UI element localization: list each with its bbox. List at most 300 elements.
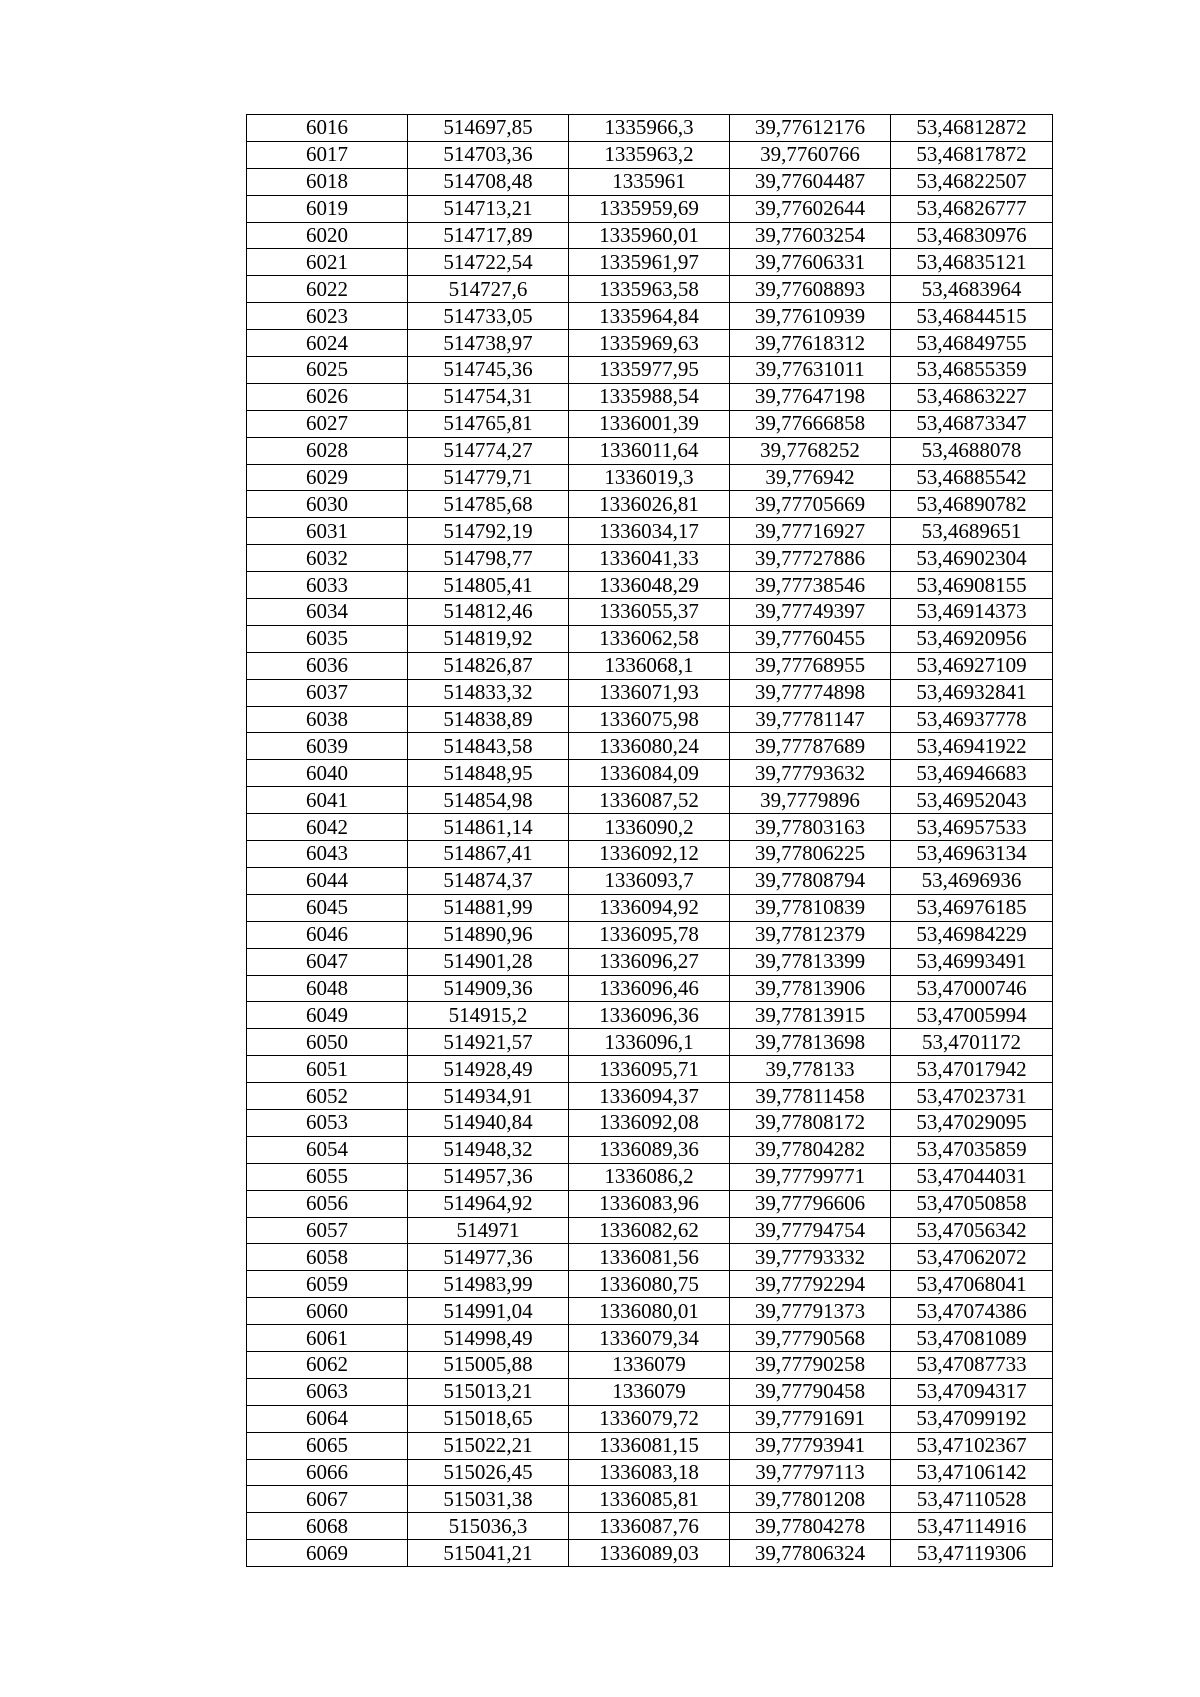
point-number-cell: 6021 <box>247 249 408 276</box>
x-coordinate-cell: 514881,99 <box>408 894 569 921</box>
longitude-cell: 53,46826777 <box>891 195 1053 222</box>
x-coordinate-cell: 514915,2 <box>408 1002 569 1029</box>
latitude-cell: 39,77811458 <box>730 1083 891 1110</box>
point-number-cell: 6065 <box>247 1432 408 1459</box>
point-number-cell: 6033 <box>247 572 408 599</box>
latitude-cell: 39,77801208 <box>730 1486 891 1513</box>
x-coordinate-cell: 514843,58 <box>408 733 569 760</box>
x-coordinate-cell: 514948,32 <box>408 1136 569 1163</box>
latitude-cell: 39,77804282 <box>730 1136 891 1163</box>
point-number-cell: 6029 <box>247 464 408 491</box>
y-coordinate-cell: 1336096,1 <box>569 1029 730 1056</box>
longitude-cell: 53,47110528 <box>891 1486 1053 1513</box>
longitude-cell: 53,46941922 <box>891 733 1053 760</box>
x-coordinate-cell: 514708,48 <box>408 168 569 195</box>
point-number-cell: 6030 <box>247 491 408 518</box>
latitude-cell: 39,77792294 <box>730 1271 891 1298</box>
point-number-cell: 6022 <box>247 276 408 303</box>
y-coordinate-cell: 1336079,34 <box>569 1325 730 1352</box>
y-coordinate-cell: 1335960,01 <box>569 222 730 249</box>
point-number-cell: 6026 <box>247 383 408 410</box>
longitude-cell: 53,46844515 <box>891 303 1053 330</box>
latitude-cell: 39,7779896 <box>730 787 891 814</box>
table-row <box>247 1271 1053 1298</box>
table-row <box>247 141 1053 168</box>
longitude-cell: 53,47102367 <box>891 1432 1053 1459</box>
y-coordinate-cell: 1336048,29 <box>569 572 730 599</box>
longitude-cell: 53,46984229 <box>891 921 1053 948</box>
latitude-cell: 39,77666858 <box>730 410 891 437</box>
table-row <box>247 894 1053 921</box>
point-number-cell: 6064 <box>247 1405 408 1432</box>
y-coordinate-cell: 1336093,7 <box>569 867 730 894</box>
x-coordinate-cell: 514819,92 <box>408 625 569 652</box>
x-coordinate-cell: 515018,65 <box>408 1405 569 1432</box>
point-number-cell: 6057 <box>247 1217 408 1244</box>
latitude-cell: 39,77610939 <box>730 303 891 330</box>
x-coordinate-cell: 514934,91 <box>408 1083 569 1110</box>
longitude-cell: 53,46927109 <box>891 652 1053 679</box>
x-coordinate-cell: 515026,45 <box>408 1459 569 1486</box>
point-number-cell: 6041 <box>247 787 408 814</box>
point-number-cell: 6032 <box>247 545 408 572</box>
longitude-cell: 53,47044031 <box>891 1163 1053 1190</box>
longitude-cell: 53,46873347 <box>891 410 1053 437</box>
x-coordinate-cell: 514901,28 <box>408 948 569 975</box>
x-coordinate-cell: 514998,49 <box>408 1325 569 1352</box>
table-row <box>247 599 1053 626</box>
x-coordinate-cell: 514798,77 <box>408 545 569 572</box>
x-coordinate-cell: 515031,38 <box>408 1486 569 1513</box>
table-row <box>247 1513 1053 1540</box>
latitude-cell: 39,77806324 <box>730 1540 891 1567</box>
latitude-cell: 39,7768252 <box>730 437 891 464</box>
latitude-cell: 39,77790458 <box>730 1378 891 1405</box>
y-coordinate-cell: 1336080,01 <box>569 1298 730 1325</box>
point-number-cell: 6018 <box>247 168 408 195</box>
longitude-cell: 53,47119306 <box>891 1540 1053 1567</box>
table-row <box>247 545 1053 572</box>
y-coordinate-cell: 1335959,69 <box>569 195 730 222</box>
longitude-cell: 53,47074386 <box>891 1298 1053 1325</box>
table-row <box>247 1029 1053 1056</box>
x-coordinate-cell: 515013,21 <box>408 1378 569 1405</box>
y-coordinate-cell: 1336083,96 <box>569 1190 730 1217</box>
point-number-cell: 6025 <box>247 357 408 384</box>
point-number-cell: 6036 <box>247 652 408 679</box>
latitude-cell: 39,77606331 <box>730 249 891 276</box>
table-row <box>247 1190 1053 1217</box>
point-number-cell: 6045 <box>247 894 408 921</box>
y-coordinate-cell: 1336081,15 <box>569 1432 730 1459</box>
y-coordinate-cell: 1336055,37 <box>569 599 730 626</box>
x-coordinate-cell: 514754,31 <box>408 383 569 410</box>
y-coordinate-cell: 1336075,98 <box>569 706 730 733</box>
point-number-cell: 6063 <box>247 1378 408 1405</box>
latitude-cell: 39,77799771 <box>730 1163 891 1190</box>
latitude-cell: 39,77813698 <box>730 1029 891 1056</box>
point-number-cell: 6067 <box>247 1486 408 1513</box>
table-row <box>247 921 1053 948</box>
x-coordinate-cell: 514890,96 <box>408 921 569 948</box>
table-row <box>247 437 1053 464</box>
table-row <box>247 1405 1053 1432</box>
point-number-cell: 6034 <box>247 599 408 626</box>
table-row <box>247 867 1053 894</box>
point-number-cell: 6061 <box>247 1325 408 1352</box>
table-row <box>247 1109 1053 1136</box>
latitude-cell: 39,77794754 <box>730 1217 891 1244</box>
longitude-cell: 53,46963134 <box>891 841 1053 868</box>
x-coordinate-cell: 515022,21 <box>408 1432 569 1459</box>
y-coordinate-cell: 1336081,56 <box>569 1244 730 1271</box>
x-coordinate-cell: 514848,95 <box>408 760 569 787</box>
latitude-cell: 39,77760455 <box>730 625 891 652</box>
longitude-cell: 53,47062072 <box>891 1244 1053 1271</box>
point-number-cell: 6016 <box>247 115 408 142</box>
x-coordinate-cell: 515036,3 <box>408 1513 569 1540</box>
x-coordinate-cell: 514991,04 <box>408 1298 569 1325</box>
latitude-cell: 39,77797113 <box>730 1459 891 1486</box>
y-coordinate-cell: 1336080,24 <box>569 733 730 760</box>
y-coordinate-cell: 1336094,92 <box>569 894 730 921</box>
point-number-cell: 6024 <box>247 330 408 357</box>
point-number-cell: 6056 <box>247 1190 408 1217</box>
latitude-cell: 39,7760766 <box>730 141 891 168</box>
x-coordinate-cell: 514964,92 <box>408 1190 569 1217</box>
longitude-cell: 53,46946683 <box>891 760 1053 787</box>
table-row <box>247 276 1053 303</box>
longitude-cell: 53,46908155 <box>891 572 1053 599</box>
point-number-cell: 6028 <box>247 437 408 464</box>
x-coordinate-cell: 514909,36 <box>408 975 569 1002</box>
longitude-cell: 53,46937778 <box>891 706 1053 733</box>
x-coordinate-cell: 514733,05 <box>408 303 569 330</box>
latitude-cell: 39,77810839 <box>730 894 891 921</box>
longitude-cell: 53,47005994 <box>891 1002 1053 1029</box>
x-coordinate-cell: 514838,89 <box>408 706 569 733</box>
longitude-cell: 53,46849755 <box>891 330 1053 357</box>
point-number-cell: 6044 <box>247 867 408 894</box>
y-coordinate-cell: 1336026,81 <box>569 491 730 518</box>
latitude-cell: 39,77793332 <box>730 1244 891 1271</box>
point-number-cell: 6035 <box>247 625 408 652</box>
latitude-cell: 39,77774898 <box>730 679 891 706</box>
x-coordinate-cell: 514983,99 <box>408 1271 569 1298</box>
x-coordinate-cell: 514805,41 <box>408 572 569 599</box>
point-number-cell: 6020 <box>247 222 408 249</box>
longitude-cell: 53,47000746 <box>891 975 1053 1002</box>
point-number-cell: 6017 <box>247 141 408 168</box>
table-row <box>247 679 1053 706</box>
table-row <box>247 706 1053 733</box>
y-coordinate-cell: 1335977,95 <box>569 357 730 384</box>
latitude-cell: 39,77647198 <box>730 383 891 410</box>
longitude-cell: 53,4689651 <box>891 518 1053 545</box>
table-row <box>247 464 1053 491</box>
longitude-cell: 53,46957533 <box>891 814 1053 841</box>
x-coordinate-cell: 514697,85 <box>408 115 569 142</box>
y-coordinate-cell: 1336096,36 <box>569 1002 730 1029</box>
longitude-cell: 53,4688078 <box>891 437 1053 464</box>
point-number-cell: 6058 <box>247 1244 408 1271</box>
table-row <box>247 841 1053 868</box>
latitude-cell: 39,77612176 <box>730 115 891 142</box>
x-coordinate-cell: 514727,6 <box>408 276 569 303</box>
table-row <box>247 652 1053 679</box>
latitude-cell: 39,77602644 <box>730 195 891 222</box>
point-number-cell: 6027 <box>247 410 408 437</box>
table-row <box>247 572 1053 599</box>
latitude-cell: 39,776942 <box>730 464 891 491</box>
latitude-cell: 39,77787689 <box>730 733 891 760</box>
point-number-cell: 6048 <box>247 975 408 1002</box>
table-row <box>247 1002 1053 1029</box>
latitude-cell: 39,77806225 <box>730 841 891 868</box>
y-coordinate-cell: 1336079 <box>569 1351 730 1378</box>
table-row <box>247 948 1053 975</box>
table-row <box>247 760 1053 787</box>
latitude-cell: 39,77790568 <box>730 1325 891 1352</box>
y-coordinate-cell: 1336094,37 <box>569 1083 730 1110</box>
table-row <box>247 1432 1053 1459</box>
x-coordinate-cell: 514833,32 <box>408 679 569 706</box>
table-row <box>247 1351 1053 1378</box>
y-coordinate-cell: 1336084,09 <box>569 760 730 787</box>
point-number-cell: 6050 <box>247 1029 408 1056</box>
y-coordinate-cell: 1335964,84 <box>569 303 730 330</box>
longitude-cell: 53,46920956 <box>891 625 1053 652</box>
y-coordinate-cell: 1336089,36 <box>569 1136 730 1163</box>
table-row <box>247 168 1053 195</box>
y-coordinate-cell: 1335961 <box>569 168 730 195</box>
point-number-cell: 6040 <box>247 760 408 787</box>
table-row <box>247 115 1053 142</box>
point-number-cell: 6039 <box>247 733 408 760</box>
latitude-cell: 39,77716927 <box>730 518 891 545</box>
table-row <box>247 733 1053 760</box>
y-coordinate-cell: 1335963,58 <box>569 276 730 303</box>
y-coordinate-cell: 1336087,52 <box>569 787 730 814</box>
longitude-cell: 53,46863227 <box>891 383 1053 410</box>
latitude-cell: 39,77790258 <box>730 1351 891 1378</box>
x-coordinate-cell: 515005,88 <box>408 1351 569 1378</box>
longitude-cell: 53,46976185 <box>891 894 1053 921</box>
y-coordinate-cell: 1336096,46 <box>569 975 730 1002</box>
table-row <box>247 625 1053 652</box>
latitude-cell: 39,77781147 <box>730 706 891 733</box>
latitude-cell: 39,77603254 <box>730 222 891 249</box>
latitude-cell: 39,77604487 <box>730 168 891 195</box>
latitude-cell: 39,77791373 <box>730 1298 891 1325</box>
coordinates-table <box>246 114 1053 1567</box>
x-coordinate-cell: 514826,87 <box>408 652 569 679</box>
latitude-cell: 39,77813915 <box>730 1002 891 1029</box>
y-coordinate-cell: 1336092,08 <box>569 1109 730 1136</box>
table-row <box>247 1217 1053 1244</box>
y-coordinate-cell: 1336034,17 <box>569 518 730 545</box>
table-row <box>247 1378 1053 1405</box>
longitude-cell: 53,46855359 <box>891 357 1053 384</box>
y-coordinate-cell: 1336071,93 <box>569 679 730 706</box>
latitude-cell: 39,77796606 <box>730 1190 891 1217</box>
latitude-cell: 39,77618312 <box>730 330 891 357</box>
longitude-cell: 53,47068041 <box>891 1271 1053 1298</box>
point-number-cell: 6038 <box>247 706 408 733</box>
latitude-cell: 39,77804278 <box>730 1513 891 1540</box>
latitude-cell: 39,77768955 <box>730 652 891 679</box>
y-coordinate-cell: 1336019,3 <box>569 464 730 491</box>
table-row <box>247 222 1053 249</box>
y-coordinate-cell: 1336011,64 <box>569 437 730 464</box>
table-row <box>247 518 1053 545</box>
x-coordinate-cell: 514940,84 <box>408 1109 569 1136</box>
longitude-cell: 53,46902304 <box>891 545 1053 572</box>
point-number-cell: 6052 <box>247 1083 408 1110</box>
table-row <box>247 249 1053 276</box>
x-coordinate-cell: 514874,37 <box>408 867 569 894</box>
table-row <box>247 1298 1053 1325</box>
y-coordinate-cell: 1335988,54 <box>569 383 730 410</box>
table-row <box>247 383 1053 410</box>
table-row <box>247 1540 1053 1567</box>
x-coordinate-cell: 514765,81 <box>408 410 569 437</box>
longitude-cell: 53,47099192 <box>891 1405 1053 1432</box>
y-coordinate-cell: 1336082,62 <box>569 1217 730 1244</box>
x-coordinate-cell: 514854,98 <box>408 787 569 814</box>
point-number-cell: 6019 <box>247 195 408 222</box>
x-coordinate-cell: 514745,36 <box>408 357 569 384</box>
y-coordinate-cell: 1336087,76 <box>569 1513 730 1540</box>
longitude-cell: 53,47035859 <box>891 1136 1053 1163</box>
y-coordinate-cell: 1336092,12 <box>569 841 730 868</box>
table-row <box>247 357 1053 384</box>
table-row <box>247 330 1053 357</box>
latitude-cell: 39,77608893 <box>730 276 891 303</box>
latitude-cell: 39,77813906 <box>730 975 891 1002</box>
y-coordinate-cell: 1336062,58 <box>569 625 730 652</box>
latitude-cell: 39,77749397 <box>730 599 891 626</box>
point-number-cell: 6059 <box>247 1271 408 1298</box>
latitude-cell: 39,77793941 <box>730 1432 891 1459</box>
longitude-cell: 53,47114916 <box>891 1513 1053 1540</box>
y-coordinate-cell: 1335966,3 <box>569 115 730 142</box>
x-coordinate-cell: 514928,49 <box>408 1056 569 1083</box>
table-row <box>247 1486 1053 1513</box>
x-coordinate-cell: 514957,36 <box>408 1163 569 1190</box>
longitude-cell: 53,46835121 <box>891 249 1053 276</box>
longitude-cell: 53,46817872 <box>891 141 1053 168</box>
longitude-cell: 53,47081089 <box>891 1325 1053 1352</box>
y-coordinate-cell: 1336086,2 <box>569 1163 730 1190</box>
table-row <box>247 1083 1053 1110</box>
longitude-cell: 53,46952043 <box>891 787 1053 814</box>
x-coordinate-cell: 514812,46 <box>408 599 569 626</box>
point-number-cell: 6023 <box>247 303 408 330</box>
latitude-cell: 39,77812379 <box>730 921 891 948</box>
longitude-cell: 53,47029095 <box>891 1109 1053 1136</box>
latitude-cell: 39,77808172 <box>730 1109 891 1136</box>
y-coordinate-cell: 1336095,71 <box>569 1056 730 1083</box>
latitude-cell: 39,77803163 <box>730 814 891 841</box>
longitude-cell: 53,46822507 <box>891 168 1053 195</box>
point-number-cell: 6069 <box>247 1540 408 1567</box>
y-coordinate-cell: 1336083,18 <box>569 1459 730 1486</box>
table-row <box>247 1163 1053 1190</box>
longitude-cell: 53,46890782 <box>891 491 1053 518</box>
y-coordinate-cell: 1336079,72 <box>569 1405 730 1432</box>
longitude-cell: 53,4683964 <box>891 276 1053 303</box>
y-coordinate-cell: 1336041,33 <box>569 545 730 572</box>
longitude-cell: 53,47094317 <box>891 1378 1053 1405</box>
longitude-cell: 53,46914373 <box>891 599 1053 626</box>
point-number-cell: 6062 <box>247 1351 408 1378</box>
point-number-cell: 6068 <box>247 1513 408 1540</box>
latitude-cell: 39,77727886 <box>730 545 891 572</box>
x-coordinate-cell: 515041,21 <box>408 1540 569 1567</box>
table-row <box>247 1325 1053 1352</box>
x-coordinate-cell: 514779,71 <box>408 464 569 491</box>
longitude-cell: 53,47050858 <box>891 1190 1053 1217</box>
point-number-cell: 6055 <box>247 1163 408 1190</box>
longitude-cell: 53,46830976 <box>891 222 1053 249</box>
latitude-cell: 39,77793632 <box>730 760 891 787</box>
longitude-cell: 53,46812872 <box>891 115 1053 142</box>
point-number-cell: 6066 <box>247 1459 408 1486</box>
y-coordinate-cell: 1336090,2 <box>569 814 730 841</box>
point-number-cell: 6054 <box>247 1136 408 1163</box>
x-coordinate-cell: 514921,57 <box>408 1029 569 1056</box>
longitude-cell: 53,47023731 <box>891 1083 1053 1110</box>
latitude-cell: 39,778133 <box>730 1056 891 1083</box>
longitude-cell: 53,46885542 <box>891 464 1053 491</box>
y-coordinate-cell: 1336096,27 <box>569 948 730 975</box>
table-row <box>247 814 1053 841</box>
longitude-cell: 53,46993491 <box>891 948 1053 975</box>
longitude-cell: 53,47087733 <box>891 1351 1053 1378</box>
latitude-cell: 39,77808794 <box>730 867 891 894</box>
table-row <box>247 787 1053 814</box>
coordinates-table-body <box>247 115 1053 1567</box>
x-coordinate-cell: 514977,36 <box>408 1244 569 1271</box>
latitude-cell: 39,77631011 <box>730 357 891 384</box>
point-number-cell: 6053 <box>247 1109 408 1136</box>
table-row <box>247 1056 1053 1083</box>
longitude-cell: 53,46932841 <box>891 679 1053 706</box>
table-row <box>247 975 1053 1002</box>
y-coordinate-cell: 1336079 <box>569 1378 730 1405</box>
table-row <box>247 195 1053 222</box>
point-number-cell: 6060 <box>247 1298 408 1325</box>
y-coordinate-cell: 1335961,97 <box>569 249 730 276</box>
table-row <box>247 303 1053 330</box>
point-number-cell: 6042 <box>247 814 408 841</box>
longitude-cell: 53,47056342 <box>891 1217 1053 1244</box>
y-coordinate-cell: 1336089,03 <box>569 1540 730 1567</box>
latitude-cell: 39,77791691 <box>730 1405 891 1432</box>
table-row <box>247 410 1053 437</box>
latitude-cell: 39,77738546 <box>730 572 891 599</box>
point-number-cell: 6031 <box>247 518 408 545</box>
x-coordinate-cell: 514717,89 <box>408 222 569 249</box>
longitude-cell: 53,47017942 <box>891 1056 1053 1083</box>
x-coordinate-cell: 514971 <box>408 1217 569 1244</box>
longitude-cell: 53,4696936 <box>891 867 1053 894</box>
table-row <box>247 1459 1053 1486</box>
y-coordinate-cell: 1336095,78 <box>569 921 730 948</box>
x-coordinate-cell: 514867,41 <box>408 841 569 868</box>
latitude-cell: 39,77813399 <box>730 948 891 975</box>
